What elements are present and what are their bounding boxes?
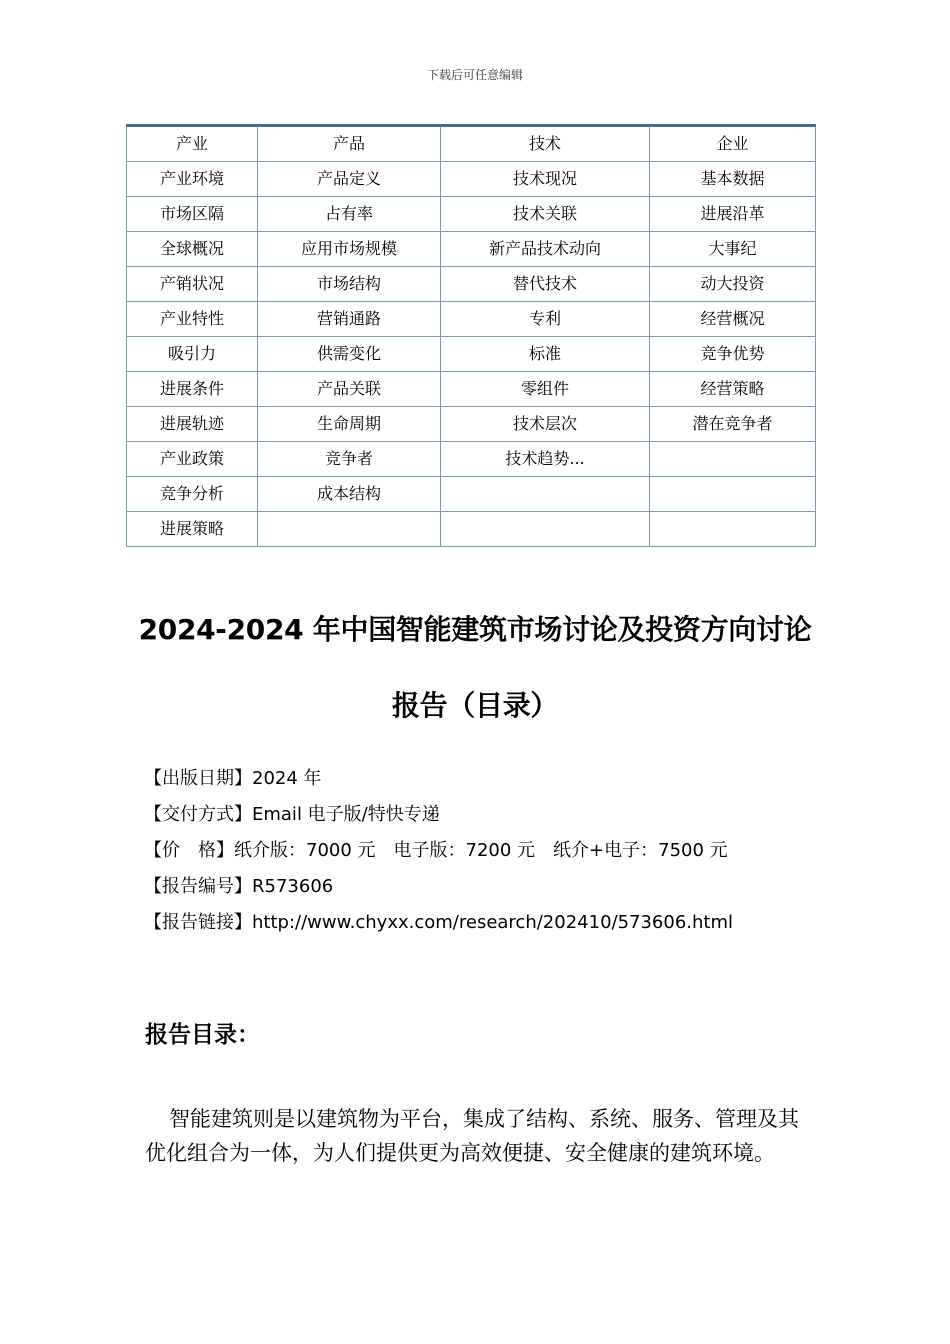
- table-header-cell: 产业: [127, 126, 258, 162]
- report-title-line1: 2024-2024 年中国智能建筑市场讨论及投资方向讨论: [138, 613, 812, 646]
- table-cell: 潜在竞争者: [650, 407, 816, 442]
- table-row: [127, 162, 816, 197]
- table-cell: 产业政策: [127, 442, 258, 477]
- table-header-cell: 技术: [441, 126, 650, 162]
- table-cell: 产业环境: [127, 162, 258, 197]
- table-cell: [650, 477, 816, 512]
- table-cell: 产业特性: [127, 302, 258, 337]
- publish-date: 【出版日期】2024 年: [144, 768, 322, 789]
- report-link[interactable]: 【报告链接】http://www.chyxx.com/research/202410/573606.html: [144, 912, 734, 933]
- table-cell: 经营策略: [650, 372, 816, 407]
- table-cell: 大事纪: [650, 232, 816, 267]
- table-header-cell: 产品: [258, 126, 441, 162]
- table-cell: [650, 442, 816, 477]
- table-cell: 产品关联: [258, 372, 441, 407]
- delivery-method: 【交付方式】Email 电子版/特快专递: [144, 804, 440, 825]
- table-header-cell: 企业: [650, 126, 816, 162]
- table-cell: 技术趋势...: [441, 442, 650, 477]
- header-note: 下载后可任意编辑: [426, 68, 523, 82]
- table-cell: 经营概况: [650, 302, 816, 337]
- table-cell: 全球概况: [127, 232, 258, 267]
- table-cell: 占有率: [258, 197, 441, 232]
- table-cell: 新产品技术动向: [441, 232, 650, 267]
- table-cell: 动大投资: [650, 267, 816, 302]
- table-cell: 营销通路: [258, 302, 441, 337]
- table-row: [127, 232, 816, 267]
- table-row: [127, 477, 816, 512]
- table-cell: 技术现况: [441, 162, 650, 197]
- table-cell: 技术层次: [441, 407, 650, 442]
- table-cell: 产品定义: [258, 162, 441, 197]
- table-row: [127, 337, 816, 372]
- table-cell: 进展沿革: [650, 197, 816, 232]
- table-row: [127, 302, 816, 337]
- report-title-line2: 报告（目录）: [391, 689, 559, 722]
- table-cell: 供需变化: [258, 337, 441, 372]
- table-cell: 竞争者: [258, 442, 441, 477]
- table-cell: 应用市场规模: [258, 232, 441, 267]
- table-header-row: [127, 126, 816, 162]
- table-cell: 竞争分析: [127, 477, 258, 512]
- table-cell: 零组件: [441, 372, 650, 407]
- table-cell: 进展条件: [127, 372, 258, 407]
- table-cell: 成本结构: [258, 477, 441, 512]
- table-cell: 市场区隔: [127, 197, 258, 232]
- report-number: 【报告编号】R573606: [144, 876, 334, 897]
- table-cell: 生命周期: [258, 407, 441, 442]
- table-cell: [650, 512, 816, 547]
- table-row: [127, 442, 816, 477]
- table-row: [127, 197, 816, 232]
- industry-matrix-table: [126, 124, 816, 547]
- table-cell: 进展策略: [127, 512, 258, 547]
- table-cell: 竞争优势: [650, 337, 816, 372]
- table-cell: 技术关联: [441, 197, 650, 232]
- price-info: 【价 格】纸介版：7000 元 电子版：7200 元 纸介+电子：7500 元: [144, 840, 728, 861]
- table-cell: 基本数据: [650, 162, 816, 197]
- table-cell: 专利: [441, 302, 650, 337]
- table-row: [127, 372, 816, 407]
- table-cell: [441, 512, 650, 547]
- intro-paragraph: 智能建筑则是以建筑物为平台，集成了结构、系统、服务、管理及其优化组合为一体，为人们提供更为高效便捷、安全健康的建筑环境。: [145, 1107, 799, 1165]
- table-cell: 市场结构: [258, 267, 441, 302]
- table-row: [127, 407, 816, 442]
- table-cell: 标准: [441, 337, 650, 372]
- table-row: [127, 512, 816, 547]
- table-cell: [441, 477, 650, 512]
- table-row: [127, 267, 816, 302]
- table-cell: 吸引力: [127, 337, 258, 372]
- table-cell: 产销状况: [127, 267, 258, 302]
- toc-heading: 报告目录：: [145, 1022, 260, 1048]
- table-cell: 进展轨迹: [127, 407, 258, 442]
- table-cell: [258, 512, 441, 547]
- table-cell: 替代技术: [441, 267, 650, 302]
